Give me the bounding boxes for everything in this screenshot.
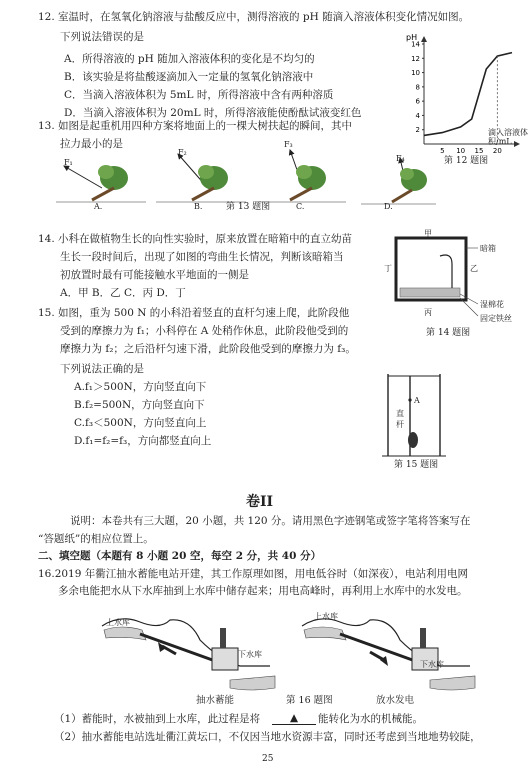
q12-stem-line2: 下列说法错误的是: [60, 31, 144, 43]
box-label-cotton: 湿棉花: [480, 300, 504, 309]
section-title: 卷II: [246, 494, 274, 510]
part2-heading: 二、填空题（本题有 8 小题 20 空，每空 2 分，共 40 分）: [38, 550, 322, 562]
q15-option-d: D.f₁=f₂=f₃，方向都竖直向上: [74, 435, 212, 447]
x-tick-label: 5: [440, 147, 445, 155]
x-tick-label: 20: [492, 147, 502, 155]
q15-line3: 摩擦力为 f₂；之后沿杆匀速下滑，此阶段他受到的摩擦力为 f₃。: [60, 343, 356, 355]
y-tick-label: 14: [411, 40, 420, 49]
seedling-bend: [440, 255, 452, 264]
option-label-b: B.: [194, 202, 203, 211]
box-label-wire: 固定铁丝: [480, 314, 512, 323]
box-label-left: 丁: [384, 264, 392, 273]
point-a: [408, 398, 411, 401]
fig16-left-caption: 抽水蓄能: [196, 695, 235, 706]
q15-option-b: B.f₂=500N，方向竖直向下: [74, 399, 205, 411]
generation-diagram: [302, 619, 475, 690]
q15-line2: 受到的摩擦力为 f₁；小科停在 A 处稍作休息，此阶段他受到的: [60, 325, 349, 337]
force-label-3: F₃: [284, 140, 293, 149]
y-tick-label: 4: [415, 111, 420, 120]
q12-caption: 第 12 题图: [444, 156, 489, 166]
box-label-top: 甲: [424, 229, 432, 238]
section-note-line1: 说明：本卷共有三大题，20 小题，共 120 分。请用黑色字迹钢笔或签字笔将答案写在: [70, 515, 471, 527]
q14-caption: 第 14 题图: [426, 328, 471, 338]
box-label-bottom: 丙: [424, 308, 432, 317]
fig16-caption: 第 16 题图: [286, 695, 333, 706]
q16-sub2: （2）抽水蓄能电站选址衢江黄坛口，不仅因当地水资源丰富，同时还考虑到当地地势较陡，: [54, 731, 481, 743]
y-tick-label: 6: [415, 97, 420, 106]
pumped-storage-figure: [100, 600, 480, 695]
q16-sub1-prefix: （1）蓄能时，水被抽到上水库，此过程是将: [54, 713, 261, 725]
pole-figure: [380, 372, 460, 460]
lower-reservoir-right: 下水库: [420, 660, 444, 669]
y-tick-label: 2: [415, 126, 420, 135]
q12-option-c: C．当滴入溶液体积为 5mL 时，所得溶液中含有两种溶质: [64, 89, 334, 101]
q16-answer-blank[interactable]: ▲: [272, 712, 316, 725]
q16-stem-line1: 16.2019 年衢江抽水蓄能电站开建，其工作原理如图，用电低谷时（如深夜），电站利用电网: [38, 568, 469, 580]
tree-a: [56, 165, 146, 202]
x-tick-label: 15: [474, 147, 484, 155]
climber: [408, 432, 418, 448]
pole-label: 直杆: [396, 409, 404, 429]
q15-line1: 15. 如图，重为 500 N 的小科沿着竖直的直杆匀速上爬，此阶段他: [38, 307, 350, 319]
q16-sub1-suffix: 能转化为水的机械能。: [318, 713, 423, 725]
option-label-c: C.: [296, 202, 305, 211]
force-label-1: F₁: [64, 158, 73, 167]
q15-caption: 第 15 题图: [394, 460, 439, 470]
upper-reservoir-right: 上水库: [314, 612, 338, 621]
q16-stem-line2: 多余电能把水从下水库抽到上水库中储存起来；用电高峰时，再利用上水库中的水发电。: [58, 585, 468, 597]
x-tick-label: 10: [456, 147, 466, 155]
tree-b: [156, 154, 246, 202]
y-axis-arrow: [421, 36, 427, 42]
box-label-darkbox: 暗箱: [480, 244, 496, 253]
q14-options: A．甲 B．乙 C．丙 D．丁: [60, 287, 186, 299]
q12-stem-line1: 12. 室温时，在氢氧化钠溶液与盐酸反应中，测得溶液的 pH 随滴入溶液体积变化情况如图。: [38, 11, 470, 23]
q13-caption: 第 13 题图: [226, 202, 271, 212]
y-tick-label: 8: [415, 83, 420, 92]
option-label-d: D.: [384, 202, 393, 211]
upper-reservoir-left: 上水库: [106, 618, 130, 627]
page-number: 25: [262, 754, 274, 764]
box-label-right: 乙: [470, 264, 478, 273]
lower-reservoir-left: 下水库: [238, 650, 262, 659]
option-label-a: A.: [94, 202, 103, 211]
q15-option-a: A.f₁＞500N，方向竖直向下: [74, 381, 207, 393]
chart-xlabel: 滴入溶液体积/mL: [488, 128, 528, 146]
q15-option-c: C.f₃＜500N，方向竖直向上: [74, 417, 207, 429]
tree-c: [256, 150, 346, 202]
section-note-line2: “答题纸”的相应位置上。: [38, 533, 154, 545]
chart-ylabel: pH: [406, 33, 418, 42]
q13-stem-line1: 13. 如图是起重机用四种方案将地面上的一棵大树扶起的瞬间，其中: [38, 120, 353, 132]
q13-stem-line2: 拉力最小的是: [60, 138, 123, 150]
q12-option-b: B．该实验是将盐酸逐滴加入一定量的氢氧化钠溶液中: [64, 71, 314, 83]
point-a-label: A: [414, 396, 420, 405]
q15-line4: 下列说法正确的是: [60, 363, 144, 375]
y-tick-label: 12: [411, 54, 420, 63]
ph-curve: [424, 53, 512, 136]
fig16-right-caption: 放水发电: [376, 695, 415, 706]
q14-line2: 生长一段时间后，出现了如图的弯曲生长情况，判断该暗箱当: [60, 251, 344, 263]
y-tick-label: 10: [411, 69, 420, 78]
force-label-2: F₂: [178, 148, 187, 157]
force-label-4: F₄: [396, 154, 405, 163]
q14-line3: 初放置时最有可能接触水平地面的一侧是: [60, 269, 249, 281]
q12-option-a: A．所得溶液的 pH 随加入溶液体积的变化是不均匀的: [64, 53, 315, 65]
q14-line1: 14. 小科在做植物生长的向性实验时，原来放置在暗箱中的直立幼苗: [38, 233, 353, 245]
q12-option-d: D．当滴入溶液体积为 20mL 时，所得溶液能使酚酞试液变红色: [64, 107, 362, 119]
